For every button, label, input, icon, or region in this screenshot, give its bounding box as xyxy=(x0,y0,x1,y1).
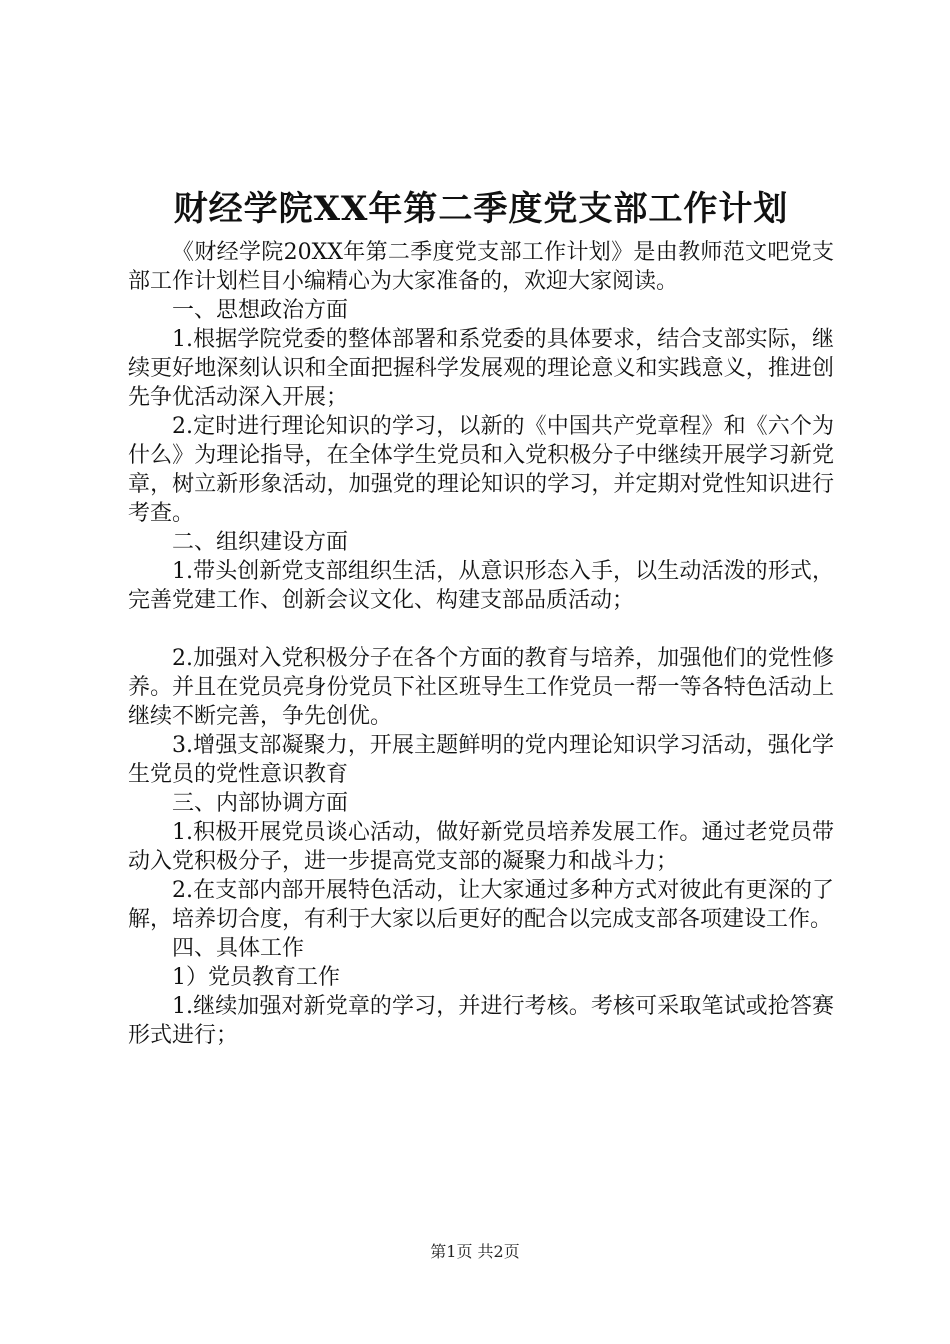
paragraph-organization-1: 1.带头创新党支部组织生活，从意识形态入手，以生动活泼的形式，完善党建工作、创新会议文化、构建支部品质活动； xyxy=(128,559,834,613)
page-number-footer: 第1页 共2页 xyxy=(430,1242,520,1261)
paragraph-coordination-1: 1.积极开展党员谈心活动，做好新党员培养发展工作。通过老党员带动入党积极分子，进一步提高党支部的凝聚力和战斗力； xyxy=(128,820,834,874)
section-heading-specific-work: 四、具体工作 xyxy=(172,936,305,961)
paragraph-ideology-1: 1.根据学院党委的整体部署和系党委的具体要求，结合支部实际，继续更好地深刻认识和全面把握科学发展观的理论意义和实践意义，推进创先争优活动深入开展； xyxy=(128,327,834,410)
section-heading-coordination: 三、内部协调方面 xyxy=(172,791,349,816)
paragraph-ideology-2: 2.定时进行理论知识的学习，以新的《中国共产党章程》和《六个为什么》为理论指导，在全体学生党员和入党积极分子中继续开展学习新党章，树立新形象活动，加强党的理论知识的学习，并定期对党性知识进行考查。 xyxy=(128,414,834,526)
intro-paragraph: 《财经学院20XX年第二季度党支部工作计划》是由教师范文吧党支部工作计划栏目小编精心为大家准备的，欢迎大家阅读。 xyxy=(128,240,834,294)
section-heading-organization: 二、组织建设方面 xyxy=(172,530,349,555)
blank-line xyxy=(128,615,834,644)
paragraph-organization-2: 2.加强对入党积极分子在各个方面的教育与培养，加强他们的党性修养。并且在党员亮身份党员下社区班导生工作党员一帮一等各特色活动上继续不断完善，争先创优。 xyxy=(128,646,834,729)
subsection-heading-member-education: 1）党员教育工作 xyxy=(172,965,340,990)
paragraph-coordination-2: 2.在支部内部开展特色活动，让大家通过多种方式对彼此有更深的了解，培养切合度，有利于大家以后更好的配合以完成支部各项建设工作。 xyxy=(128,878,834,932)
paragraph-member-education-1: 1.继续加强对新党章的学习，并进行考核。考核可采取笔试或抢答赛形式进行； xyxy=(128,994,834,1048)
paragraph-organization-3: 3.增强支部凝聚力，开展主题鲜明的党内理论知识学习活动，强化学生党员的党性意识教育 xyxy=(128,733,834,787)
section-heading-ideology: 一、思想政治方面 xyxy=(172,298,349,323)
document-title: 财经学院XX年第二季度党支部工作计划 xyxy=(173,189,789,229)
document-body xyxy=(128,186,834,1050)
